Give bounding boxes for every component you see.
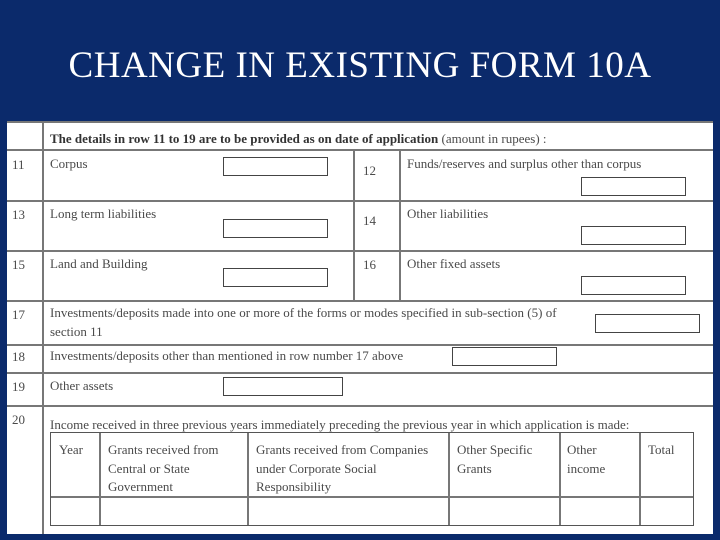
row-label: Long term liabilities xyxy=(50,206,157,221)
row-label: Other assets xyxy=(50,378,114,393)
rule xyxy=(51,496,693,498)
col-header-other-income: income xyxy=(567,461,606,476)
row-number: 20 xyxy=(12,412,25,427)
col-header-csr-grants: under Corporate Social xyxy=(256,461,377,476)
other-liabilities-field[interactable] xyxy=(581,226,686,245)
row-label: section 11 xyxy=(50,324,103,339)
rule xyxy=(353,149,355,300)
rule xyxy=(7,121,713,123)
row-number: 11 xyxy=(12,157,25,172)
row-label: Corpus xyxy=(50,156,88,171)
long-term-liabilities-field[interactable] xyxy=(223,219,328,238)
row-number: 19 xyxy=(12,379,25,394)
other-fixed-assets-field[interactable] xyxy=(581,276,686,295)
row-label: Income received in three previous years immediately preceding the previous year in which application is made: xyxy=(50,417,630,432)
rule xyxy=(7,200,713,202)
rule xyxy=(399,149,401,300)
investments-other-field[interactable] xyxy=(452,347,557,366)
intro-line: The details in row 11 to 19 are to be provided as on date of application (amount in rupees) : xyxy=(50,131,547,146)
row-label: Other liabilities xyxy=(407,206,489,221)
col-header-csr-grants: Responsibility xyxy=(256,479,332,494)
col-header-gov-grants: Grants received from xyxy=(108,442,219,457)
rule xyxy=(99,433,101,525)
rule xyxy=(7,372,713,374)
col-header-specific-grants: Grants xyxy=(457,461,492,476)
row-label: Investments/deposits other than mentioned in row number 17 above xyxy=(50,348,404,363)
rule xyxy=(7,300,713,302)
land-building-field[interactable] xyxy=(223,268,328,287)
income-table xyxy=(50,432,694,526)
rule xyxy=(7,344,713,346)
rule xyxy=(448,433,450,525)
rule xyxy=(42,121,44,534)
col-header-gov-grants: Government xyxy=(108,479,173,494)
col-header-other-income: Other xyxy=(567,442,597,457)
row-number: 18 xyxy=(12,349,25,364)
rule xyxy=(7,405,713,407)
rule xyxy=(559,433,561,525)
col-header-gov-grants: Central or State xyxy=(108,461,190,476)
col-header-total: Total xyxy=(648,442,675,457)
row-number: 14 xyxy=(363,213,376,228)
funds-reserves-field[interactable] xyxy=(581,177,686,196)
row-number: 12 xyxy=(363,163,376,178)
col-header-specific-grants: Other Specific xyxy=(457,442,533,457)
rule xyxy=(639,433,641,525)
row-number: 13 xyxy=(12,207,25,222)
rule xyxy=(7,149,713,151)
col-header-year: Year xyxy=(59,442,83,457)
col-header-csr-grants: Grants received from Companies xyxy=(256,442,429,457)
row-number: 17 xyxy=(12,307,25,322)
row-label: Funds/reserves and surplus other than corpus xyxy=(407,156,642,171)
rule xyxy=(247,433,249,525)
other-assets-field[interactable] xyxy=(223,377,343,396)
row-number: 16 xyxy=(363,257,376,272)
slide-title: CHANGE IN EXISTING FORM 10A xyxy=(68,45,652,86)
row-label: Other fixed assets xyxy=(407,256,501,271)
row-label: Land and Building xyxy=(50,256,148,271)
form-10a-excerpt xyxy=(7,121,713,534)
row-number: 15 xyxy=(12,257,25,272)
investments-sec11-field[interactable] xyxy=(595,314,700,333)
corpus-field[interactable] xyxy=(223,157,328,176)
rule xyxy=(7,250,713,252)
row-label: Investments/deposits made into one or more of the forms or modes specified in sub-section (5) of xyxy=(50,305,557,320)
